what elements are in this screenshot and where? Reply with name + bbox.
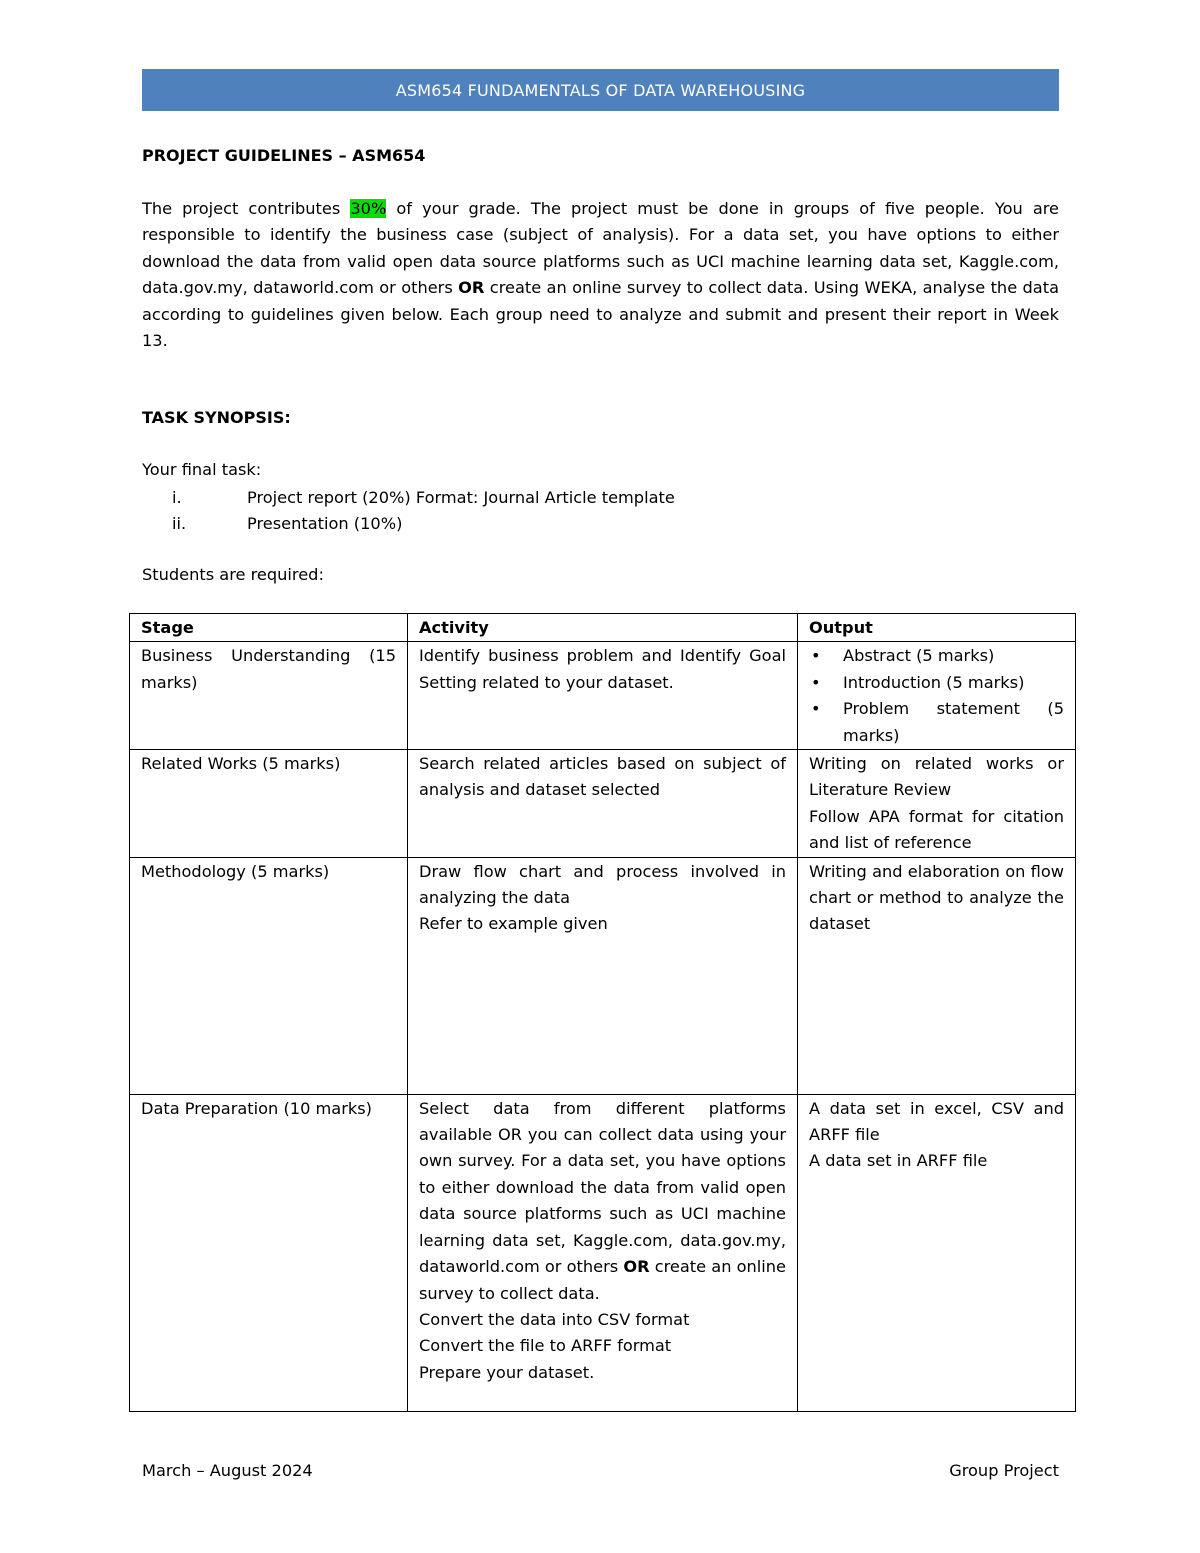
activity-text: Convert the file to ARFF format (419, 1336, 672, 1356)
output-cell (798, 1094, 1076, 1411)
output-text: A data set in ARFF file (809, 1151, 988, 1171)
activity-text: Convert the data into CSV format (419, 1309, 690, 1329)
activity-text: Draw flow chart and process involved in analyzing the data (419, 861, 786, 908)
grade-highlight: 30% (350, 199, 387, 218)
stage-cell: Business Understanding (15 marks) (130, 642, 408, 750)
document-header-bar (142, 69, 1059, 111)
intro-paragraph (142, 196, 1059, 354)
header-stage: Stage (130, 614, 408, 642)
list-number: i. (172, 488, 182, 507)
output-text: Follow APA format for citation and list of reference (809, 806, 1064, 853)
output-text: A data set in excel, CSV and ARFF file (809, 1098, 1064, 1145)
header-title: ASM654 FUNDAMENTALS OF DATA WAREHOUSING (395, 80, 806, 100)
table-row (130, 1094, 1076, 1411)
students-label: Students are required: (142, 565, 324, 584)
activity-text: Prepare your dataset. (419, 1362, 595, 1382)
list-text: Project report (20%) Format: Journal Article template (247, 488, 675, 507)
activity-cell (408, 857, 798, 1094)
list-number: ii. (172, 514, 187, 534)
output-cell (798, 750, 1076, 858)
activity-cell (408, 1094, 798, 1411)
stage-cell: Related Works (5 marks) (130, 750, 408, 858)
list-text: Presentation (10%) (247, 514, 403, 534)
requirements-table (129, 613, 1076, 1412)
header-output: Output (798, 614, 1076, 642)
table-header-row (130, 614, 1076, 642)
table-row (130, 857, 1076, 1094)
activity-text: Refer to example given (419, 914, 608, 934)
intro-text-2: of your grade. The project must be done in groups of five people. You are responsible to identify the business case (subject of analysis). For a data set, you have options to either download the data from valid open data source platforms such as UCI machine learning data set, Kaggle.com, data.gov.my, dataworld.com or others (142, 199, 1059, 298)
output-bullet: • Introduction (5 marks) (833, 670, 1064, 696)
final-task-label: Your final task: (142, 460, 262, 479)
footer-label: Group Project (949, 1461, 1059, 1480)
document-title: PROJECT GUIDELINES – ASM654 (142, 146, 426, 165)
intro-text-1: The project contributes (142, 199, 351, 218)
output-list (809, 643, 1064, 749)
output-text: Writing on related works or Literature Review (809, 754, 1064, 800)
activity-cell (408, 750, 798, 858)
stage-cell: Methodology (5 marks) (130, 857, 408, 1094)
synopsis-heading: TASK SYNOPSIS: (142, 408, 291, 427)
activity-or: OR (623, 1257, 650, 1277)
table-row (130, 642, 1076, 750)
activity-paragraph (419, 1096, 786, 1307)
output-cell (798, 642, 1076, 750)
activity-text: create an online survey to collect data. (419, 1257, 786, 1303)
header-activity: Activity (408, 614, 798, 642)
stage-cell: Data Preparation (10 marks) (130, 1094, 408, 1411)
footer-date: March – August 2024 (142, 1461, 313, 1480)
table-row (130, 750, 1076, 858)
intro-text-3: create an online survey to collect data. Using WEKA, analyse the data according to guidelines given below. Each group need to analyze and submit and present their report in Week 13. (142, 278, 1059, 351)
output-cell (798, 857, 1076, 1094)
output-bullet: • Problem statement (5 marks) (833, 696, 1064, 749)
activity-text: Search related articles based on subject of analysis and dataset selected (419, 754, 786, 800)
output-text: Writing and elaboration on flow chart or method to analyze the dataset (809, 861, 1064, 934)
activity-text: Select data from different platforms available OR you can collect data using your own survey. For a data set, you have options to either download the data from valid open data source platforms such as UCI machine learning data set, Kaggle.com, data.gov.my, dataworld.com or others (419, 1098, 786, 1277)
output-bullet: • Abstract (5 marks) (833, 643, 1064, 669)
intro-or: OR (458, 278, 485, 298)
activity-cell (408, 642, 798, 750)
activity-text: Identify business problem and Identify Goal Setting related to your dataset. (419, 646, 786, 692)
